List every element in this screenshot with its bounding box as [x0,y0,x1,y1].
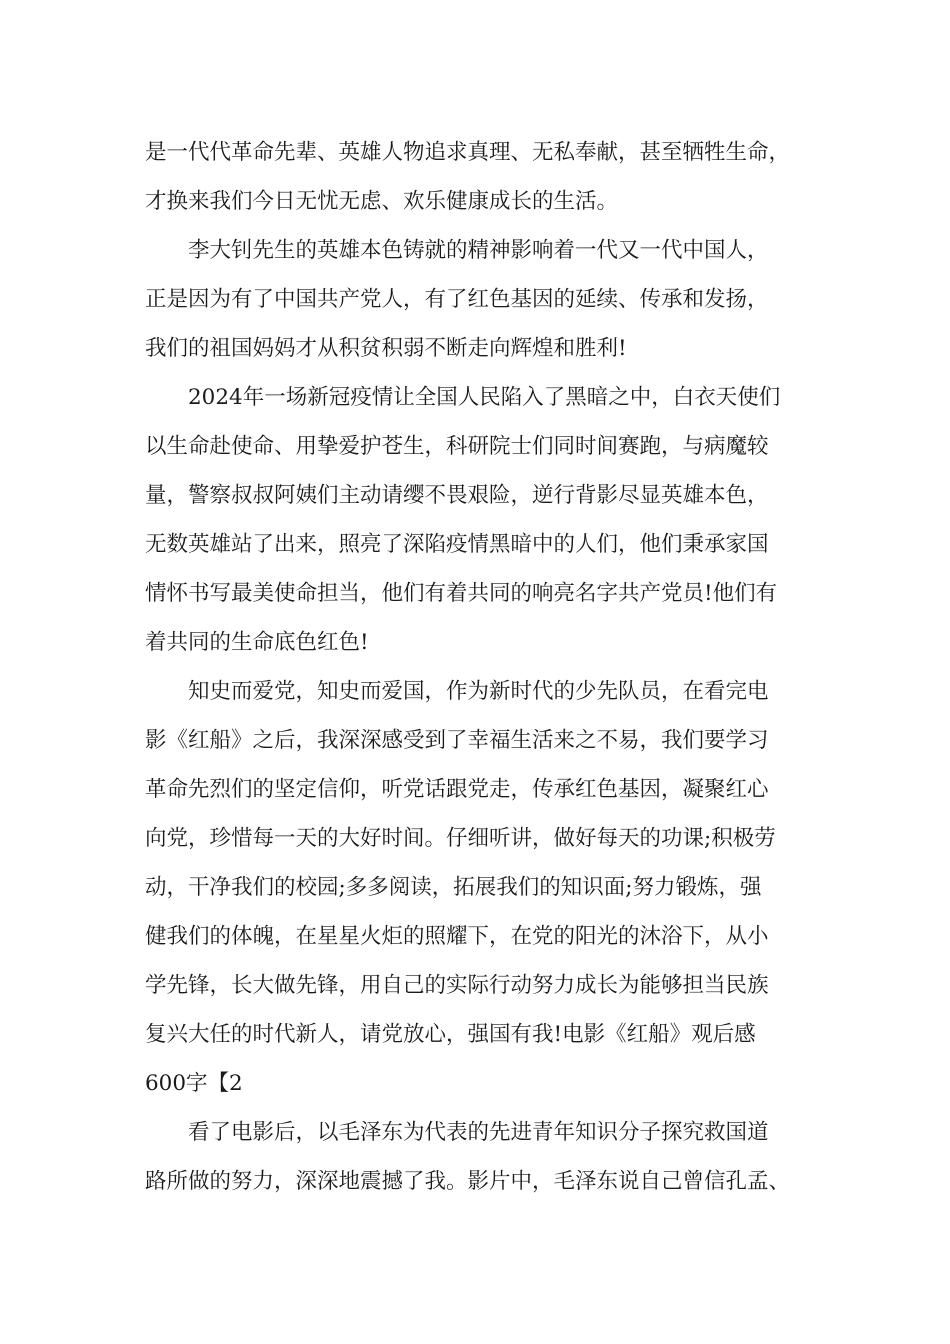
text-line: 正是因为有了中国共产党人，有了红色基因的延续、传承和发扬， [145,287,769,312]
text-line: 2024年一场新冠疫情让全国人民陷入了黑暗之中，白衣天使们 [188,385,781,410]
text-line: 看了电影后，以毛泽东为代表的先进青年知识分子探究救国道 [188,1120,769,1145]
text-line: 学先锋，长大做先锋，用自己的实际行动努力成长为能够担当民族 [145,973,769,998]
text-line: 以生命赴使命、用挚爱护苍生，科研院士们同时间赛跑，与病魔较 [145,434,769,459]
paragraph-5 [145,1108,835,1206]
document-body [145,128,835,1206]
text-line: 600字【2 [145,1071,243,1096]
text-line: 是一代代革命先辈、英雄人物追求真理、无私奉献，甚至牺牲生命， [145,140,791,165]
text-line: 路所做的努力，深深地震撼了我。影片中，毛泽东说自己曾信孔孟、 [145,1169,791,1194]
text-line: 健我们的体魄，在星星火炬的照耀下，在党的阳光的沐浴下，从小 [145,924,769,949]
text-line: 着共同的生命底色红色! [145,630,369,655]
text-line: 无数英雄站了出来，照亮了深陷疫情黑暗中的人们，他们秉承家国 [145,532,769,557]
paragraph-2 [145,226,835,373]
text-line: 量，警察叔叔阿姨们主动请缨不畏艰险，逆行背影尽显英雄本色， [145,483,769,508]
paragraph-4 [145,667,835,1108]
text-line: 李大钊先生的英雄本色铸就的精神影响着一代又一代中国人， [188,238,769,263]
text-line: 向党，珍惜每一天的大好时间。仔细听讲，做好每天的功课;积极劳 [145,826,776,851]
text-line: 影《红船》之后，我深深感受到了幸福生活来之不易，我们要学习 [145,728,769,753]
text-line: 情怀书写最美使命担当，他们有着共同的响亮名字共产党员!他们有 [145,581,778,606]
text-line: 知史而爱党，知史而爱国，作为新时代的少先队员，在看完电 [188,679,769,704]
text-line: 革命先烈们的坚定信仰，听党话跟党走，传承红色基因，凝聚红心 [145,777,769,802]
text-line: 动，干净我们的校园;多多阅读，拓展我们的知识面;努力锻炼，强 [145,875,762,900]
text-line: 复兴大任的时代新人，请党放心，强国有我!电影《红船》观后感 [145,1022,756,1047]
paragraph-1 [145,128,835,226]
paragraph-3 [145,373,835,667]
text-line: 才换来我们今日无忧无虑、欢乐健康成长的生活。 [145,189,619,214]
text-line: 我们的祖国妈妈才从积贫积弱不断走向辉煌和胜利! [145,336,627,361]
